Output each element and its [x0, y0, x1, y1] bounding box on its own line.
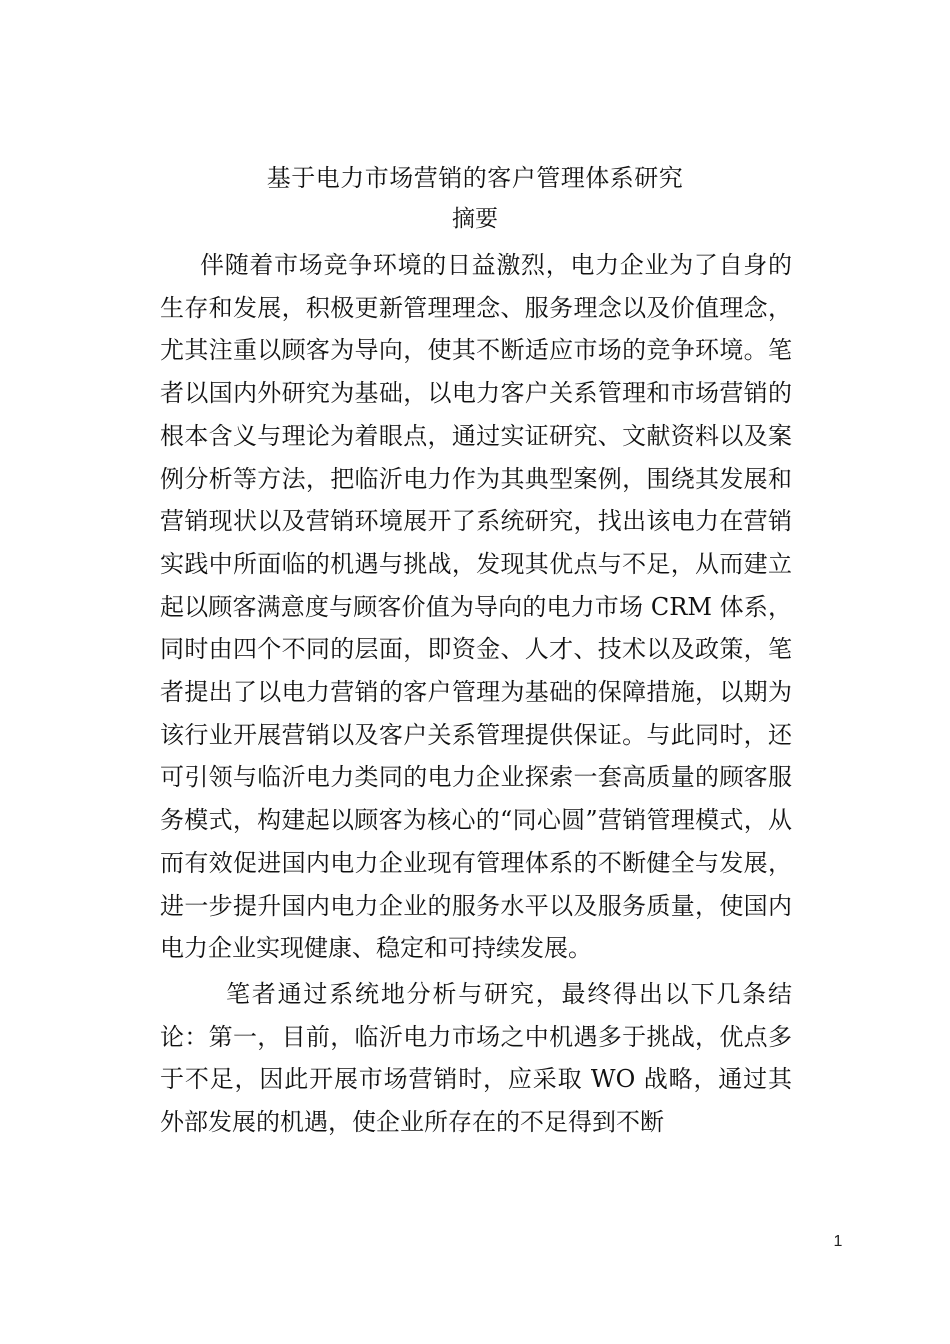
abstract-body [160, 244, 792, 1144]
page-number: 1 [833, 1233, 843, 1250]
document-title: 基于电力市场营销的客户管理体系研究 [266, 164, 684, 192]
abstract-heading: 摘要 [452, 206, 498, 232]
abstract-paragraph-1: 伴随着市场竞争环境的日益激烈，电力企业为了自身的生存和发展，积极更新管理理念、服务理念以及价值理念，尤其注重以顾客为导向，使其不断适应市场的竞争环境。笔者以国内外研究为基础，以电力客户关系管理和市场营销的根本含义与理论为着眼点，通过实证研究、文献资料以及案例分析等方法，把临沂电力作为其典型案例，围绕其发展和营销现状以及营销环境展开了系统研究，找出该电力在营销实践中所面临的机遇与挑战，发现其优点与不足，从而建立起以顾客满意度与顾客价值为导向的电力市场 CRM 体系，同时由四个不同的层面，即资金、人才、技术以及政策，笔者提出了以电力营销的客户管理为基础的保障措施，以期为该行业开展营销以及客户关系管理提供保证。与此同时，还可引领与临沂电力类同的电力企业探索一套高质量的顾客服务模式，构建起以顾客为核心的“同心圆”营销管理模式，从而有效促进国内电力企业现有管理体系的不断健全与发展，进一步提升国内电力企业的服务水平以及服务质量，使国内电力企业实现健康、稳定和可持续发展。 [160, 251, 792, 963]
abstract-paragraph-2: 笔者通过系统地分析与研究，最终得出以下几条结论：第一，目前，临沂电力市场之中机遇多于挑战，优点多于不足，因此开展市场营销时，应采取 WO 战略，通过其外部发展的机遇，使企业所存在的不足得到不断 [160, 979, 792, 1137]
